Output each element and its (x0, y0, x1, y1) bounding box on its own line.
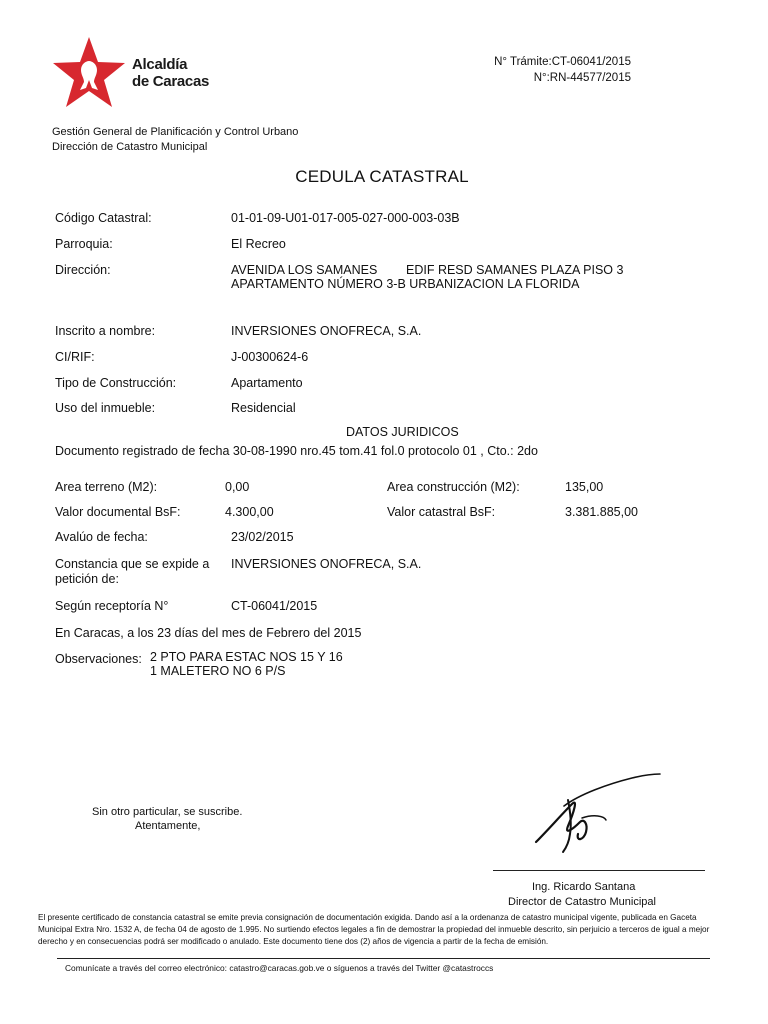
red-star-icon (48, 34, 132, 112)
contact-line: Comunícate a través del correo electrónico: catastro@caracas.gob.ve o síguenos a través del Twitter @catastroccs (65, 963, 494, 973)
org-line-1: Gestión General de Planificación y Control Urbano (52, 126, 299, 138)
rn-number: N°:RN-44577/2015 (533, 72, 631, 84)
legal-notice: El presente certificado de constancia catastral se emite previa consignación de documentación exigida. Dando así a la ordenanza de catastro municipal vigente, publicada en Gaceta Municipal Extra Nro. 1532 A, de fecha 04 de agosto de 1.995. No surtiendo efectos legales a fin de demostrar la propiedad del inmueble descrito, sin perjuicio a terceros de igual a mejor derecho y en consecuencias podrá ser modificado o anulado. Este documento tiene dos (2) años de vigencia a partir de la fecha de emisión. (38, 913, 710, 946)
constancia-value: INVERSIONES ONOFRECA, S.A. (231, 557, 422, 571)
tipo-label: Tipo de Construcción: (55, 376, 177, 390)
fecha-texto: En Caracas, a los 23 días del mes de Febrero del 2015 (55, 626, 362, 640)
logo-wordmark (132, 56, 209, 90)
signature-line (493, 870, 705, 871)
logo-line-2: de Caracas (132, 73, 210, 90)
receptoria-value: CT-06041/2015 (231, 599, 318, 613)
rif-label: CI/RIF: (55, 350, 95, 364)
signer-name: Ing. Ricardo Santana (532, 881, 636, 893)
codigo-value: 01-01-09-U01-017-005-027-000-003-03B (231, 211, 460, 225)
observaciones-line-2: 1 MALETERO NO 6 P/S (150, 664, 286, 678)
tramite-number: N° Trámite:CT-06041/2015 (494, 56, 631, 68)
document-title: CEDULA CATASTRAL (295, 167, 469, 186)
datos-juridicos-heading: DATOS JURIDICOS (346, 425, 459, 439)
parroquia-label: Parroquia: (55, 237, 113, 251)
direccion-line-2: APARTAMENTO NÚMERO 3-B URBANIZACION LA FLORIDA (231, 277, 580, 291)
catastral-value: 3.381.885,00 (565, 505, 638, 519)
documental-label: Valor documental BsF: (55, 505, 181, 519)
rif-value: J-00300624-6 (231, 350, 309, 364)
construccion-value: 135,00 (565, 480, 604, 494)
terreno-value: 0,00 (225, 480, 250, 494)
documento-registro: Documento registrado de fecha 30-08-1990 nro.45 tom.41 fol.0 protocolo 01 , Cto.: 2do (55, 444, 538, 458)
terreno-label: Area terreno (M2): (55, 480, 158, 494)
constancia-label-2: petición de: (55, 572, 119, 586)
receptoria-label: Según receptoría N° (55, 599, 169, 613)
handwritten-signature (528, 770, 668, 860)
direccion-line-1a: AVENIDA LOS SAMANES (231, 263, 378, 277)
constancia-label-1: Constancia que se expide a (55, 557, 210, 571)
inscrito-label: Inscrito a nombre: (55, 324, 156, 338)
avaluo-label: Avalúo de fecha: (55, 530, 148, 544)
observaciones-label: Observaciones: (55, 652, 142, 666)
uso-value: Residencial (231, 401, 296, 415)
catastral-label: Valor catastral BsF: (387, 505, 496, 519)
observaciones-line-1: 2 PTO PARA ESTAC NOS 15 Y 16 (150, 650, 343, 664)
org-line-2: Dirección de Catastro Municipal (52, 141, 208, 153)
logo-line-1: Alcaldía (132, 56, 188, 73)
signer-title: Director de Catastro Municipal (508, 896, 656, 908)
documental-value: 4.300,00 (225, 505, 274, 519)
direccion-line-1b: EDIF RESD SAMANES PLAZA PISO 3 (406, 263, 624, 277)
closing-line-1: Sin otro particular, se suscribe. (92, 806, 243, 818)
avaluo-value: 23/02/2015 (231, 530, 294, 544)
parroquia-value: El Recreo (231, 237, 286, 251)
tipo-value: Apartamento (231, 376, 303, 390)
closing-line-2: Atentamente, (135, 820, 201, 832)
footer-divider (57, 958, 710, 959)
codigo-label: Código Catastral: (55, 211, 152, 225)
inscrito-value: INVERSIONES ONOFRECA, S.A. (231, 324, 422, 338)
direccion-label: Dirección: (55, 263, 111, 277)
construccion-label: Area construcción (M2): (387, 480, 520, 494)
uso-label: Uso del inmueble: (55, 401, 156, 415)
